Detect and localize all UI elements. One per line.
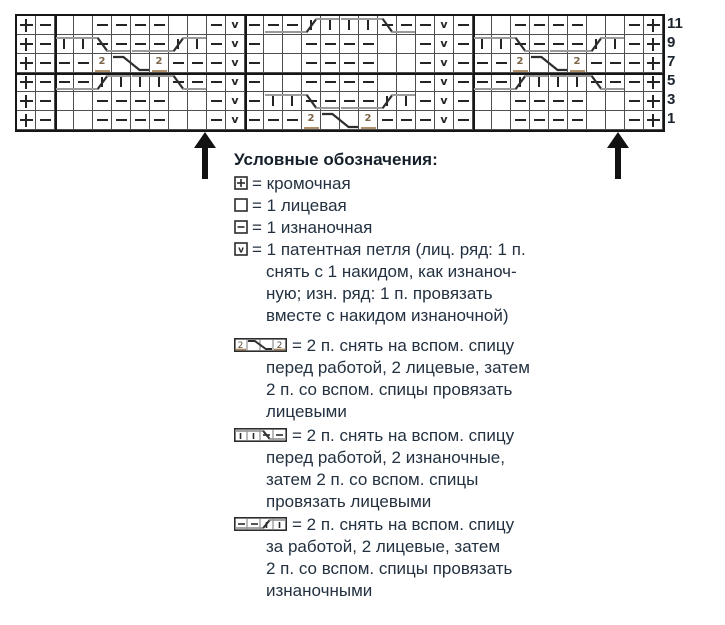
chart-cell-empty [55, 92, 74, 111]
chart-cell-empty [473, 16, 492, 35]
chart-cell-patent-stitch: v [435, 54, 454, 73]
chart-cell-purl [283, 16, 302, 35]
legend-item-text: = 1 изнаночная [252, 218, 373, 237]
chart-cell-purl [207, 16, 226, 35]
legend-item-text: лицевыми [266, 402, 347, 421]
chart-cell-purl [625, 92, 644, 111]
chart-cell-purl [625, 73, 644, 92]
chart-cell-purl [245, 16, 264, 35]
chart-cell-selvedge [17, 92, 36, 111]
chart-cell-purl [416, 73, 435, 92]
chart-cell-knit [606, 35, 625, 54]
chart-cell-empty [549, 54, 568, 73]
chart-cell-knit [283, 92, 302, 111]
chart-cell-purl [454, 16, 473, 35]
chart-cell-patent-stitch: v [435, 73, 454, 92]
chart-cell-knit [74, 35, 93, 54]
chart-cell-empty [587, 16, 606, 35]
chart-cell-selvedge [17, 73, 36, 92]
chart-cell-purl [321, 35, 340, 54]
chart-cell-empty [188, 111, 207, 130]
legend-item-text: за работой, 2 лицевые, затем [266, 537, 501, 556]
chart-cell-empty [169, 111, 188, 130]
legend-item-text: перед работой, 2 лицевые, затем [266, 358, 530, 377]
chart-cell-purl [625, 54, 644, 73]
chart-cell-empty [378, 54, 397, 73]
chart-cell-purl [36, 16, 55, 35]
chart-cell-knit [112, 73, 131, 92]
chart-cell-patent-stitch: v [226, 92, 245, 111]
chart-cell-purl [549, 35, 568, 54]
chart-cell-purl [568, 35, 587, 54]
chart-cell-purl [207, 73, 226, 92]
chart-cell-knit [473, 35, 492, 54]
chart-cell-purl [169, 73, 188, 92]
arrow-shaft [202, 146, 208, 179]
empty-box-icon [234, 198, 248, 217]
arrow-shaft [615, 146, 621, 179]
chart-cell-purl [302, 73, 321, 92]
legend-item-text: = 2 п. снять на вспом. спицу [292, 336, 515, 355]
legend-item-text: = 1 патентная петля (лиц. ряд: 1 п. [252, 240, 526, 259]
chart-cell-empty [131, 54, 150, 73]
chart-cell-empty [606, 111, 625, 130]
repeat-arrow-right-icon [606, 132, 630, 180]
chart-cell-empty [492, 111, 511, 130]
chart-cell-purl [112, 16, 131, 35]
chart-cell-purl [245, 73, 264, 92]
row-number: 9 [667, 34, 676, 51]
chart-cell-purl [416, 54, 435, 73]
chart-cell-cable-2: 2 [93, 54, 112, 73]
chart-cell-patent-stitch: v [226, 54, 245, 73]
chart-cell-purl [511, 16, 530, 35]
chart-cell-knit [568, 73, 587, 92]
chart-cell-purl [625, 16, 644, 35]
chart-cell-empty [169, 92, 188, 111]
chart-cell-empty [74, 92, 93, 111]
chart-cell-empty [340, 111, 359, 130]
chart-cell-purl [454, 92, 473, 111]
cable-back-icon [234, 517, 287, 536]
chart-cell-purl [454, 73, 473, 92]
chart-cell-purl [530, 92, 549, 111]
row-number: 11 [667, 15, 683, 32]
chart-cell-cable-2: 2 [302, 111, 321, 130]
mid-divider-line [17, 73, 663, 75]
chart-cell-purl [36, 73, 55, 92]
chart-cell-purl [606, 73, 625, 92]
minus-box-icon [234, 220, 248, 239]
chart-cell-purl [321, 92, 340, 111]
chart-cell-empty [264, 35, 283, 54]
chart-cell-purl [264, 111, 283, 130]
legend-item-text: перед работой, 2 изнаночные, [266, 448, 505, 467]
chart-cell-knit [150, 73, 169, 92]
chart-cell-empty [264, 73, 283, 92]
chart-cell-purl [492, 73, 511, 92]
chart-cell-empty [55, 111, 74, 130]
chart-cell-purl [549, 111, 568, 130]
chart-cell-cable-2: 2 [359, 111, 378, 130]
chart-cell-purl [93, 92, 112, 111]
chart-cell-purl [530, 35, 549, 54]
chart-cell-patent-stitch: v [435, 92, 454, 111]
cable-front-purl-icon [234, 428, 287, 447]
chart-cell-knit [55, 35, 74, 54]
chart-cell-empty [74, 16, 93, 35]
chart-cell-empty [587, 111, 606, 130]
chart-cell-purl [131, 35, 150, 54]
chart-cell-knit [530, 73, 549, 92]
legend-item-text: снять с 1 накидом, как изнаноч- [266, 262, 517, 281]
chart-cell-purl [568, 92, 587, 111]
chart-cell-purl [74, 73, 93, 92]
chart-cell-purl [93, 35, 112, 54]
chart-cell-knit [492, 35, 511, 54]
legend-item-text: 2 п. со вспом. спицы провязать [266, 559, 513, 578]
chart-cell-purl [264, 16, 283, 35]
v-box-icon [234, 242, 248, 261]
chart-cell-selvedge [17, 16, 36, 35]
chart-cell-purl [416, 92, 435, 111]
plus-box-icon [234, 176, 248, 195]
svg-text:v: v [238, 245, 244, 256]
legend-item-text: вместе с накидом изнаночной) [266, 306, 509, 325]
chart-cell-purl [131, 16, 150, 35]
chart-cell-selvedge [17, 35, 36, 54]
chart-cell-knit [340, 16, 359, 35]
chart-cell-purl [397, 111, 416, 130]
chart-cell-purl [530, 16, 549, 35]
chart-cell-purl [397, 16, 416, 35]
chart-cell-purl [473, 73, 492, 92]
chart-cell-purl [93, 111, 112, 130]
svg-text:2: 2 [237, 341, 244, 351]
chart-cell-empty [397, 54, 416, 73]
row-number: 7 [667, 53, 676, 70]
chart-cell-purl [359, 35, 378, 54]
chart-cell-purl [207, 54, 226, 73]
chart-cell-empty [473, 111, 492, 130]
chart-cell-purl [245, 54, 264, 73]
legend-item-text: = кромочная [252, 174, 351, 193]
chart-cell-purl [606, 54, 625, 73]
chart-cell-knit [93, 73, 112, 92]
legend-item-text: ную; изн. ряд: 1 п. провязать [266, 284, 493, 303]
chart-cell-empty [283, 73, 302, 92]
chart-cell-purl [511, 35, 530, 54]
chart-cell-purl [131, 92, 150, 111]
chart-cell-empty [283, 35, 302, 54]
chart-cell-purl [150, 16, 169, 35]
chart-cell-empty [378, 35, 397, 54]
chart-cell-purl [150, 111, 169, 130]
chart-cell-empty [606, 92, 625, 111]
chart-cell-empty [606, 16, 625, 35]
chart-cell-empty [492, 16, 511, 35]
chart-cell-empty [530, 54, 549, 73]
chart-cell-purl [511, 111, 530, 130]
chart-cell-purl [549, 16, 568, 35]
legend-item-text: затем 2 п. со вспом. спицы [266, 470, 479, 489]
chart-cell-empty [473, 92, 492, 111]
repeat-arrow-left-icon [193, 132, 217, 180]
chart-cell-selvedge [644, 92, 663, 111]
chart-cell-purl [340, 92, 359, 111]
chart-cell-patent-stitch: v [226, 35, 245, 54]
chart-cell-purl [587, 73, 606, 92]
chart-cell-knit [321, 16, 340, 35]
legend-item-text: 2 п. со вспом. спицы провязать [266, 380, 513, 399]
chart-cell-purl [492, 54, 511, 73]
chart-cell-purl [340, 54, 359, 73]
chart-cell-empty [397, 73, 416, 92]
chart-cell-empty [169, 16, 188, 35]
chart-cell-purl [359, 73, 378, 92]
chart-cell-patent-stitch: v [435, 111, 454, 130]
chart-cell-purl [302, 54, 321, 73]
chart-cell-patent-stitch: v [435, 35, 454, 54]
chart-cell-empty [283, 54, 302, 73]
chart-cell-purl [568, 111, 587, 130]
chart-cell-purl [378, 16, 397, 35]
chart-cell-purl [245, 92, 264, 111]
chart-cell-purl [36, 92, 55, 111]
legend-item-text: изнаночными [266, 581, 373, 600]
chart-cell-purl [207, 92, 226, 111]
chart-cell-cable-2: 2 [568, 54, 587, 73]
chart-cell-purl [473, 54, 492, 73]
chart-cell-purl [93, 16, 112, 35]
chart-cell-patent-stitch: v [226, 111, 245, 130]
chart-cell-empty [188, 92, 207, 111]
chart-cell-knit [131, 73, 150, 92]
chart-cell-purl [625, 35, 644, 54]
chart-cell-purl [416, 16, 435, 35]
chart-cell-purl [359, 92, 378, 111]
chart-cell-purl [112, 111, 131, 130]
chart-cell-purl [283, 111, 302, 130]
chart-cell-purl [587, 54, 606, 73]
chart-cell-knit [378, 92, 397, 111]
chart-cell-purl [188, 54, 207, 73]
chart-cell-purl [511, 92, 530, 111]
chart-cell-knit [549, 73, 568, 92]
chart-cell-cable-2: 2 [150, 54, 169, 73]
chart-cell-knit [359, 16, 378, 35]
chart-cell-patent-stitch: v [226, 73, 245, 92]
chart-cell-purl [454, 35, 473, 54]
chart-cell-purl [188, 73, 207, 92]
svg-text:2: 2 [276, 341, 283, 351]
chart-cell-purl [245, 35, 264, 54]
chart-cell-purl [302, 35, 321, 54]
chart-cell-empty [188, 16, 207, 35]
chart-cell-purl [55, 73, 74, 92]
chart-cell-purl [55, 54, 74, 73]
chart-cell-knit [397, 92, 416, 111]
chart-cell-purl [207, 111, 226, 130]
chart-cell-purl [302, 92, 321, 111]
chart-cell-purl [530, 111, 549, 130]
chart-cell-selvedge [644, 16, 663, 35]
chart-cell-purl [36, 54, 55, 73]
chart-cell-purl [340, 35, 359, 54]
row-number: 3 [667, 91, 676, 108]
chart-cell-selvedge [17, 111, 36, 130]
chart-cell-selvedge [644, 35, 663, 54]
cable-2-front-icon [234, 338, 287, 357]
chart-cell-purl [416, 111, 435, 130]
chart-cell-knit [587, 35, 606, 54]
chart-cell-selvedge [644, 54, 663, 73]
chart-cell-purl [359, 54, 378, 73]
chart-cell-purl [150, 92, 169, 111]
chart-cell-purl [321, 73, 340, 92]
chart-cell-purl [74, 54, 93, 73]
chart-cell-empty [492, 92, 511, 111]
chart-cell-patent-stitch: v [435, 16, 454, 35]
chart-cell-purl [245, 111, 264, 130]
chart-cell-purl [549, 92, 568, 111]
chart-cell-empty [378, 73, 397, 92]
legend-item-text: = 2 п. снять на вспом. спицу [292, 426, 515, 445]
chart-cell-knit [188, 35, 207, 54]
chart-cell-purl [36, 35, 55, 54]
chart-cell-empty [587, 92, 606, 111]
chart-cell-purl [568, 16, 587, 35]
chart-cell-purl [207, 35, 226, 54]
legend-item-text: = 2 п. снять на вспом. спицу [292, 515, 515, 534]
row-number: 5 [667, 72, 676, 89]
chart-cell-purl [416, 35, 435, 54]
chart-cell-purl [131, 111, 150, 130]
chart-cell-selvedge [644, 73, 663, 92]
chart-cell-purl [454, 54, 473, 73]
chart-cell-empty [397, 35, 416, 54]
chart-cell-purl [169, 54, 188, 73]
chart-cell-empty [112, 54, 131, 73]
chart-cell-purl [321, 54, 340, 73]
row-number: 1 [667, 110, 676, 127]
knitting-chart [15, 14, 665, 132]
chart-cell-knit [302, 16, 321, 35]
chart-cell-selvedge [644, 111, 663, 130]
chart-cell-empty [74, 111, 93, 130]
chart-cell-knit [169, 35, 188, 54]
chart-cell-knit [511, 73, 530, 92]
chart-cell-purl [378, 111, 397, 130]
legend-item-text: = 1 лицевая [252, 196, 347, 215]
chart-cell-empty [321, 111, 340, 130]
chart-cell-purl [112, 35, 131, 54]
chart-cell-purl [454, 111, 473, 130]
chart-cell-empty [55, 16, 74, 35]
legend-title: Условные обозначения: [234, 150, 438, 169]
chart-cell-purl [112, 92, 131, 111]
chart-cell-selvedge [17, 54, 36, 73]
chart-cell-purl [625, 111, 644, 130]
chart-cell-empty [264, 54, 283, 73]
legend-item-text: провязать лицевыми [266, 492, 432, 511]
chart-cell-knit [264, 92, 283, 111]
chart-cell-purl [150, 35, 169, 54]
chart-cell-patent-stitch: v [226, 16, 245, 35]
chart-cell-purl [36, 111, 55, 130]
chart-cell-purl [340, 73, 359, 92]
chart-cell-cable-2: 2 [511, 54, 530, 73]
